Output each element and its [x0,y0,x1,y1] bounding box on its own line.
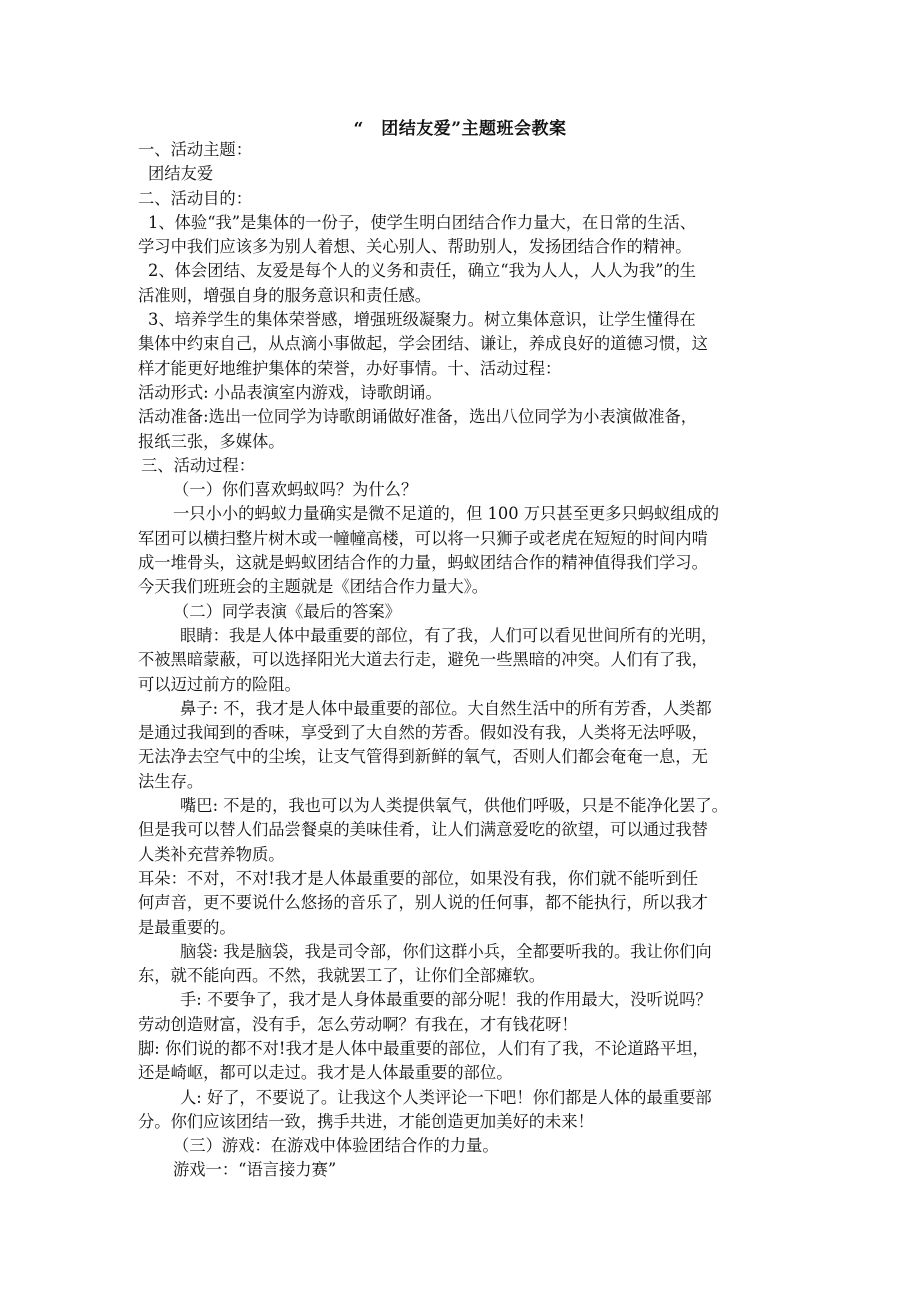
text-line: 一、活动主题： [138,140,252,159]
text-line: 法生存。 [138,771,204,791]
text-line: 何声音，更不要说什么悠扬的音乐了，别人说的任何事，都不能执行，所以我才 [138,893,708,913]
text-line: 样才能更好地维护集体的荣誉，办好事情。十、活动过程： [138,358,562,378]
text-line: 报纸三张，多媒体。 [138,431,285,451]
text-line: 可以迈过前方的险阻。 [138,674,301,694]
text-line: 活动准备:选出一位同学为诗歌朗诵做好准备，选出八位同学为小表演做准备， [138,407,698,427]
text-line: （二）同学表演《最后的答案》 [173,601,401,621]
text-line: 分。你们应该团结一致，携手共进，才能创造更加美好的未来！ [138,1111,594,1131]
text-line: 手: 不要争了，我才是人身体最重要的部分呢！我的作用最大，没听说吗？ [180,990,712,1010]
text-line: 无法净去空气中的尘埃，让支气管得到新鲜的氧气，否则人们都会奄奄一息，无 [138,747,708,767]
text-line: 但是我可以替人们品尝餐桌的美味佳肴，让人们满意爱吃的欲望，可以通过我替 [138,820,708,840]
text-line: 团结友爱 [148,164,214,184]
text-line: 耳朵：不对，不对!我才是人体最重要的部位，如果没有我，你们就不能听到任 [138,868,699,888]
text-line: 集体中约束自己，从点滴小事做起，学会团结、谦让，养成良好的道德习惯，这 [138,334,708,354]
text-line: （三）游戏：在游戏中体验团结合作的力量。 [173,1136,499,1156]
text-line: 是通过我闻到的香味，享受到了大自然的芳香。假如没有我，人类将无法呼吸， [138,723,708,743]
text-line: 人: 好了，不要说了。让我这个人类评论一下吧！你们都是人体的最重要部 [180,1087,712,1107]
text-line: 眼睛：我是人体中最重要的部位，有了我，人们可以看见世间所有的光明， [180,625,718,645]
text-line: 还是崎岖，都可以走过。我才是人体最重要的部位。 [138,1063,513,1083]
text-line: 劳动创造财富，没有手，怎么劳动啊？有我在，才有钱花呀！ [138,1014,578,1034]
text-line: 鼻子: 不，我才是人体中最重要的部位。大自然生活中的所有芳香，人类都 [180,698,712,718]
text-line: 今天我们班班会的主题就是《团结合作力量大》。 [138,577,489,597]
text-line: 二、活动目的： [138,188,252,208]
text-line: 脚: 你们说的都不对!我才是人体中最重要的部位，人们有了我，不论道路平坦， [138,1038,709,1058]
text-line: 2、体会团结、友爱是每个人的义务和责任，确立“我为人人，人人为我”的生 [148,261,697,281]
text-line: （一）你们喜欢蚂蚁吗？为什么？ [173,480,418,500]
text-line: 成一堆骨头，这就是蚂蚁团结合作的力量，蚂蚁团结合作的精神值得我们学习。 [138,553,708,573]
text-line: 活动形式: 小品表演室内游戏，诗歌朗诵。 [138,382,442,402]
text-line: 学习中我们应该多为别人着想、关心别人、帮助别人，发扬团结合作的精神。 [138,237,692,257]
text-line: 1、体验“我”是集体的一份子，使学生明白团结合作力量大，在日常的生活、 [148,212,697,232]
text-line: 一只小小的蚂蚁力量确实是微不足道的，但 100 万只甚至更多只蚂蚁组成的 [173,504,720,524]
text-line: 3、培养学生的集体荣誉感，增强班级凝聚力。树立集体意识，让学生懂得在 [148,310,696,330]
text-line: 是最重要的。 [138,917,236,937]
text-line: 人类补充营养物质。 [138,844,285,864]
text-line: 活准则，增强自身的服务意识和责任感。 [138,285,432,305]
text-line: 脑袋: 我是脑袋，我是司令部，你们这群小兵，全都要听我的。我让你们向 [180,941,712,961]
text-line: 军团可以横扫整片树木或一幢幢高楼，可以将一只狮子或老虎在短短的时间内啃 [138,528,708,548]
document-body [138,138,786,1183]
text-line: 游戏一：“语言接力赛” [173,1160,337,1180]
text-line: 三、活动过程： [141,455,255,475]
text-line: 不被黑暗蒙蔽，可以选择阳光大道去行走，避免一些黑暗的冲突。人们有了我， [138,650,708,670]
document-title: “ 团结友爱”主题班会教案 [353,119,567,139]
text-line: 东，就不能向西。不然，我就罢工了，让你们全部瘫软。 [138,966,546,986]
text-line: 嘴巴: 不是的，我也可以为人类提供氧气，供他们呼吸，只是不能净化罢了。 [180,796,728,816]
